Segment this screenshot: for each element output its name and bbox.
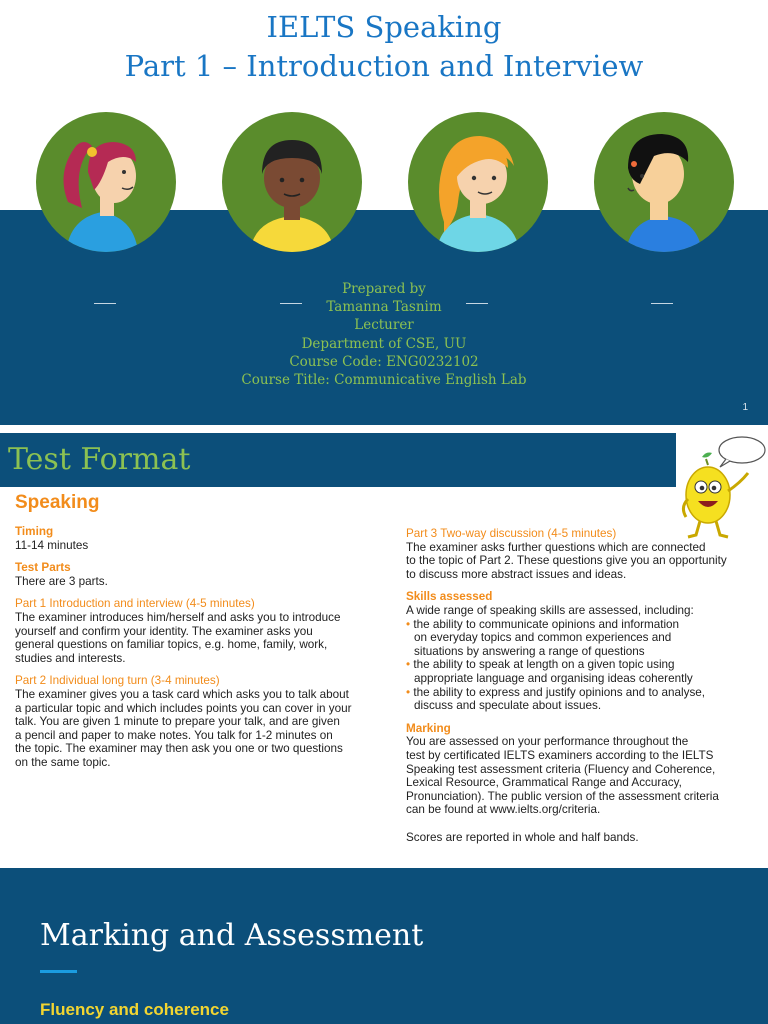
marking-line: Pronunciation). The public version of the assessment criteria <box>406 789 719 803</box>
skills-heading: Skills assessed <box>406 590 493 604</box>
marking-heading: Marking <box>406 721 451 735</box>
part3-line: to discuss more abstract issues and ideas. <box>406 567 627 581</box>
slide-title-line2: Part 1 – Introduction and Interview <box>124 49 644 83</box>
part2-heading: Part 2 Individual long turn (3-4 minutes) <box>15 674 220 688</box>
bullet-text: situations by answering a range of questions <box>414 644 645 658</box>
bullet-text: the ability to communicate opinions and information <box>413 617 680 631</box>
part2-line: a particular topic and which includes points you can cover in your <box>15 701 352 715</box>
test-parts-text: There are 3 parts. <box>15 574 108 588</box>
author-role: Lecturer <box>354 317 414 334</box>
girl-ponytail-avatar-icon <box>36 112 176 252</box>
marking-line: You are assessed on your performance throughout the <box>406 735 689 749</box>
bullet-text: the ability to speak at length on a given topic using <box>413 658 675 672</box>
slide-number: 1 <box>742 402 748 413</box>
skills-bullet: • the ability to communicate opinions and information on everyday topics and common experiences and situations by answering a range of questions <box>406 617 680 658</box>
timing-text: 11-14 minutes <box>15 538 89 552</box>
part3-heading: Part 3 Two-way discussion (4-5 minutes) <box>406 527 617 540</box>
title-underline <box>40 970 77 973</box>
part3-line: The examiner asks further questions which are connected <box>406 540 706 554</box>
test-format-title: Test Format <box>8 442 191 477</box>
course-code: Course Code: ENG0232102 <box>289 353 479 370</box>
part2-line: on the same topic. <box>15 755 111 769</box>
girl-blonde-avatar-icon <box>408 112 548 252</box>
marking-line: test by certificated IELTS examiners according to the IELTS <box>406 748 714 762</box>
boy-profile-avatar-icon <box>594 112 734 252</box>
right-column <box>406 527 762 844</box>
part1-line: studies and interests. <box>15 651 126 665</box>
prepared-by-block <box>0 280 768 389</box>
marking-assessment-title: Marking and Assessment <box>40 918 424 953</box>
slide-title-line1: IELTS Speaking <box>266 10 502 44</box>
timing-heading: Timing <box>15 525 54 538</box>
fluency-coherence-heading: Fluency and coherence <box>40 1000 229 1019</box>
prepared-by-label: Prepared by <box>342 281 426 297</box>
left-column <box>15 525 390 770</box>
test-parts-heading: Test Parts <box>15 561 71 575</box>
part1-line: yourself and confirm your identity. The examiner asks you <box>15 624 313 638</box>
part1-line: general questions on familiar topics, e.g. home, family, work, <box>15 638 328 652</box>
scores-text: Scores are reported in whole and half bands. <box>406 830 639 844</box>
marking-line: can be found at www.ielts.org/criteria. <box>406 803 601 817</box>
part3-line: to the topic of Part 2. These questions give you an opportunity <box>406 554 727 568</box>
part1-line: The examiner introduces him/herself and asks you to introduce <box>15 610 341 624</box>
part1-heading: Part 1 Introduction and interview (4-5 minutes) <box>15 597 255 611</box>
author-name: Tamanna Tasnim <box>326 299 442 316</box>
marking-assessment-slide <box>0 868 768 1024</box>
part2-line: The examiner gives you a task card which asks you to talk about <box>15 687 349 701</box>
bullet-text: the ability to express and justify opinions and to analyse, <box>413 685 706 699</box>
bullet-text: appropriate language and organising ideas coherently <box>414 671 693 685</box>
skills-intro: A wide range of speaking skills are assessed, including: <box>406 603 694 617</box>
course-title: Course Title: Communicative English Lab <box>241 372 527 389</box>
boy-dark-skin-avatar-icon <box>222 112 362 252</box>
part2-line: the topic. The examiner may then ask you one or two questions <box>15 742 343 756</box>
part2-line: talk. You are given 1 minute to prepare your talk, and are given <box>15 715 340 729</box>
speaking-heading: Speaking <box>15 492 100 513</box>
marking-line: Speaking test assessment criteria (Fluency and Coherence, <box>406 762 716 776</box>
skills-bullet: • the ability to speak at length on a given topic using appropriate language and organising ideas coherently <box>406 658 693 685</box>
department: Department of CSE, UU <box>301 335 467 352</box>
bullet-text: on everyday topics and common experiences and <box>414 631 672 645</box>
bullet-text: discuss and speculate about issues. <box>414 699 602 713</box>
part2-line: a pencil and paper to make notes. You talk for 1-2 minutes on <box>15 728 333 742</box>
test-format-slide <box>0 433 768 866</box>
title-slide <box>0 0 768 425</box>
marking-line: Lexical Resource, Grammatical Range and Accuracy, <box>406 776 682 790</box>
skills-bullet: • the ability to express and justify opinions and to analyse, discuss and speculate about issues. <box>406 685 706 713</box>
slide-title <box>0 8 768 86</box>
